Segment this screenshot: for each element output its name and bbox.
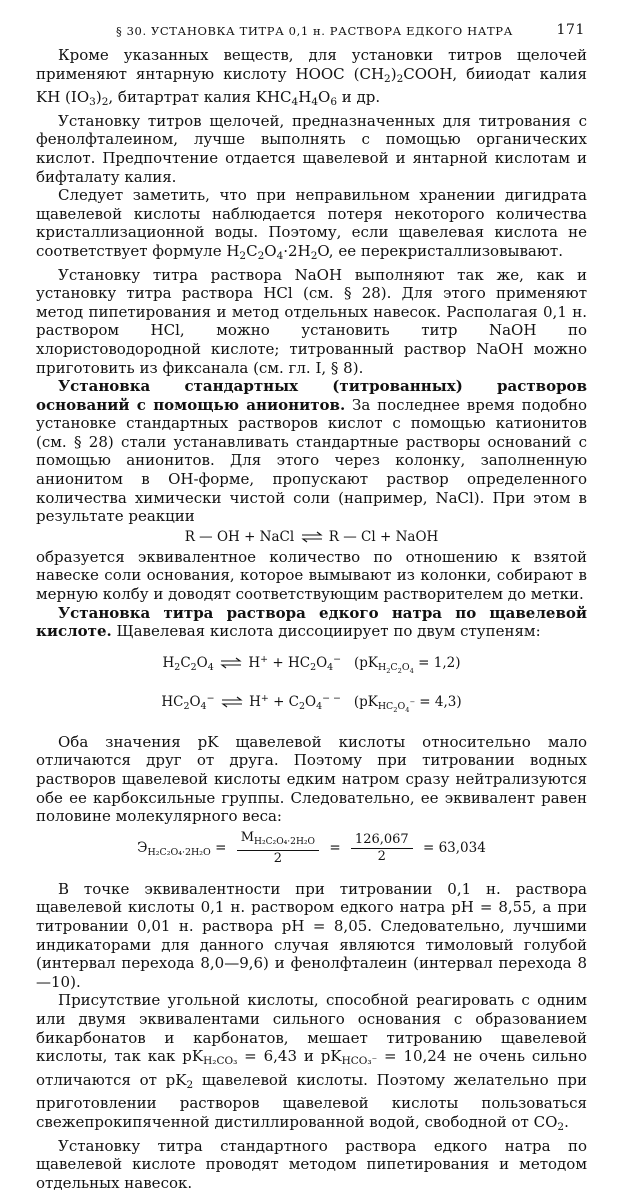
paragraph-storage: Следует заметить, что при неправильном хранении дигидрата щавелевой кислоты наблюдается потеря некоторого количества кристаллизационной воды. Поэтому, если щавелевая кислота не соответствует формуле $H_2C_2O_4\cdot 2H_2O$, ее перекристаллизовывают. [36,186,587,265]
fraction-value: $\frac{126,067}{2}$ [351,832,413,865]
paragraph-methods: Установку титра стандартного раствора едкого натра по щавелевой кислоте проводят методом пипетирования и методом отдельных навесок. [36,1137,587,1192]
paragraph-organic-acids: Установку титров щелочей, предназначенных для титрования с фенолфталеином, лучше выполнять с помощью органических кислот. Предпочтение отдается щавелевой и янтарной кислотам и бифталату калия. [36,112,587,186]
equation-dissociation-1: $H_2C_2O_4$ $H^+ + HC_2O_4^-$ $(pK_{H_2C_2O_4} = 1,2)$ [36,647,587,684]
equilibrium-arrows-icon [301,531,323,543]
running-header [36,20,587,46]
dissociation-equations [36,647,587,723]
paragraph-oxalic-heading: Установка титра раствора едкого натра по щавелевой кислоте. Щавелевая кислота диссоциирует по двум ступеням: [36,604,587,641]
book-page [36,20,587,1192]
equilibrium-arrows-icon [221,696,243,708]
equation-ion-exchange: R — OH + NaCl R — Cl + NaOH [36,528,587,546]
equilibrium-arrows-icon [220,657,242,669]
paragraph-reagents: Кроме указанных веществ, для установки титров щелочей применяют янтарную кислоту НООС $(CH_2)_2COOH$, бииодат калия KH $(IO_3)_2$, битартрат калия $KHC_4H_4O_6$ и др. [36,46,587,112]
paragraph-equivalence-point: В точке эквивалентности при титровании 0,1 н. раствора щавелевой кислоты 0,1 н. раствором едкого натра pH = 8,55, а при титровании 0,01 н. раствора pH = 8,05. Следовательно, лучшими индикаторами для данного случая являются тимоловый голубой (интервал перехода 8,0—9,6) и фенолфталеин (интервал перехода 8—10). [36,880,587,992]
paragraph-carbonic-acid: Присутствие угольной кислоты, способной реагировать с одним или двумя эквивалентами сильного основания с образованием бикарбонатов и карбонатов, мешает титрованию щавелевой кислоты, так как $pK_{H_2CO_3} = 6,43$ и $pK_{HCO_3^-} = 10,24$ не очень сильно отличаются от $pK_2$ щавелевой кислоты. Поэтому желательно при приготовлении растворов щавелевой кислоты пользоваться свежепрокипяченной дистиллированной водой, свободной от $CO_2$. [36,991,587,1136]
fraction-molecular-weight: $\frac{M_{H_2C_2O_4\cdot 2H_2O}}{2}$ [237,830,319,867]
section-heading-oxalic: Установка титра раствора едкого натра по щавелевой кислоте. [36,604,587,641]
formula-equivalent-weight: $Э_{H_2C_2O_4\cdot 2H_2O}$ = $\frac{M_{H_2C_2O_4\cdot 2H_2O}}{2}$ = $\frac{126,067}{2}$ = 63,034 [36,830,587,870]
paragraph-pk-values: Оба значения pK щавелевой кислоты относительно мало отличаются друг от друга. Поэтому при титровании водных растворов щавелевой кислоты едким натром сразу нейтрализуются обе ее карбоксильные группы. Следовательно, ее эквивалент равен половине молекулярного веса: [36,733,587,826]
paragraph-base-equivalent: образуется эквивалентное количество по отношению к взятой навеске соли основания, которое вымывают из колонки, собирают в мерную колбу и доводят соответствующим растворителем до метки. [36,548,587,604]
section-heading-anion: Установка стандартных (титрованных) растворов оснований с помощью анионитов. [36,377,587,414]
paragraph-naoh-titre: Установку титра раствора NaOH выполняют так же, как и установку титра раствора HCl (см. § 28). Для этого применяют метод пипетирования и метод отдельных навесок. Располагая 0,1 н. раствором HCl, можно установить титр NaOH по хлористоводородной кислоте; титрованный раствор NaOH можно приготовить из фиксанала (см. гл. I, § 8). [36,266,587,378]
paragraph-anion-exchange: Установка стандартных (титрованных) растворов оснований с помощью анионитов. За последнее время подобно установке стандартных растворов кислот с помощью катионитов (см. § 28) стали устанавливать стандартные растворы оснований с помощью анионитов. Для этого через колонку, заполненную анионитом в OH-форме, пропускают раствор определенного количества химически чистой соли (например, NaCl). При этом в результате реакции [36,377,587,526]
page-number: 171 [556,22,585,38]
running-title: § 30. УСТАНОВКА ТИТРА 0,1 н. РАСТВОРА ЕДКОГО НАТРА [116,24,513,38]
equation-dissociation-2: $HC_2O_4^-$ $H^+ + C_2O_4^{- -}$ $(pK_{HC_2O_4^-} = 4,3)$ [36,686,587,723]
